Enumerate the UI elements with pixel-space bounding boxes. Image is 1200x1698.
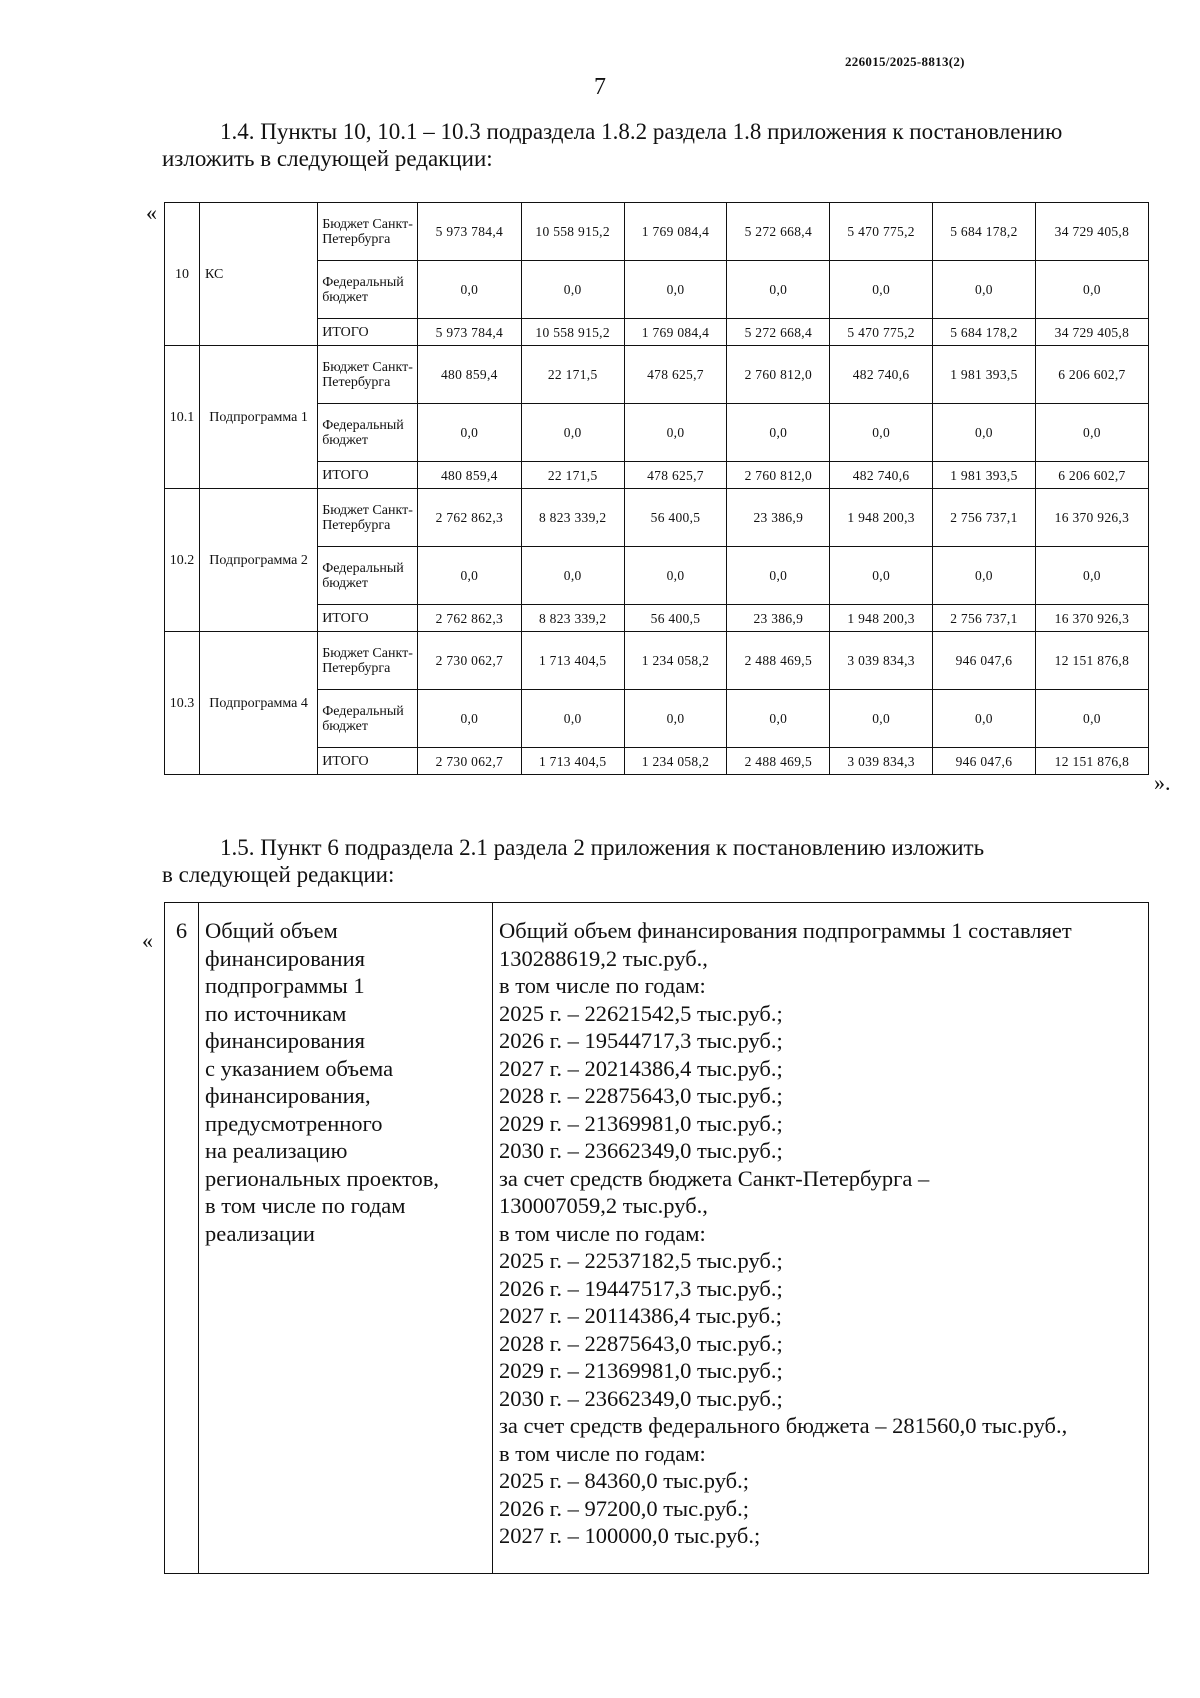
- value-cell: 10 558 915,2: [521, 203, 624, 261]
- label-line: реализации: [205, 1220, 315, 1246]
- value-cell: 2 760 812,0: [727, 462, 830, 489]
- funding-source: Бюджет Санкт-Петербурга: [318, 346, 418, 404]
- content-line: 130007059,2 тыс.руб.,: [499, 1193, 708, 1218]
- value-cell: 0,0: [933, 547, 1036, 605]
- value-cell: 0,0: [521, 404, 624, 462]
- value-cell: 10 558 915,2: [521, 319, 624, 346]
- label-line: с указанием объема: [205, 1055, 394, 1081]
- value-cell: 0,0: [417, 547, 521, 605]
- item-content: [493, 903, 1149, 1574]
- value-cell: 2 756 737,1: [933, 489, 1036, 547]
- content-line: 2029 г. – 21369981,0 тыс.руб.;: [499, 1110, 783, 1136]
- content-line: 2028 г. – 22875643,0 тыс.руб.;: [499, 1330, 783, 1356]
- value-cell: 0,0: [417, 261, 521, 319]
- content-line: 2026 г. – 19544717,3 тыс.руб.;: [499, 1028, 783, 1053]
- value-cell: 1 234 058,2: [624, 632, 727, 690]
- value-cell: 0,0: [830, 690, 933, 748]
- value-cell: 12 151 876,8: [1035, 632, 1148, 690]
- value-cell: 0,0: [417, 404, 521, 462]
- value-cell: 0,0: [830, 547, 933, 605]
- value-cell: 0,0: [1035, 547, 1148, 605]
- value-cell: 1 981 393,5: [933, 462, 1036, 489]
- value-cell: 0,0: [1035, 404, 1148, 462]
- funding-source: Бюджет Санкт-Петербурга: [318, 632, 418, 690]
- document-number: 226015/2025-8813(2): [845, 54, 965, 69]
- close-quote-1: ».: [1154, 770, 1171, 795]
- content-line: в том числе по годам:: [499, 1220, 706, 1246]
- value-cell: 0,0: [727, 261, 830, 319]
- content-line: 2025 г. – 22537182,5 тыс.руб.;: [499, 1248, 783, 1273]
- content-line: в том числе по годам:: [499, 973, 706, 998]
- label-line: региональных проектов,: [205, 1165, 439, 1191]
- financing-table: [164, 202, 1149, 775]
- value-cell: 5 973 784,4: [417, 319, 521, 346]
- value-cell: 482 740,6: [830, 346, 933, 404]
- funding-source: Федеральный бюджет: [318, 547, 418, 605]
- value-cell: 22 171,5: [521, 462, 624, 489]
- value-cell: 0,0: [727, 690, 830, 748]
- value-cell: 0,0: [1035, 261, 1148, 319]
- content-line: 2025 г. – 22621542,5 тыс.руб.;: [499, 1000, 783, 1026]
- value-cell: 23 386,9: [727, 605, 830, 632]
- table-row: [165, 346, 1149, 404]
- value-cell: 56 400,5: [624, 605, 727, 632]
- label-line: Общий объем: [205, 918, 338, 943]
- paragraph-1-4-line-2: изложить в следующей редакции:: [162, 146, 493, 171]
- value-cell: 1 234 058,2: [624, 748, 727, 775]
- value-cell: 6 206 602,7: [1035, 462, 1148, 489]
- open-quote-1: «: [146, 200, 157, 225]
- label-line: предусмотренного: [205, 1110, 383, 1136]
- funding-source: Бюджет Санкт-Петербурга: [318, 489, 418, 547]
- value-cell: 482 740,6: [830, 462, 933, 489]
- value-cell: 946 047,6: [933, 748, 1036, 775]
- value-cell: 5 973 784,4: [417, 203, 521, 261]
- value-cell: 5 470 775,2: [830, 203, 933, 261]
- content-line: 2027 г. – 20114386,4 тыс.руб.;: [499, 1303, 782, 1328]
- value-cell: 2 488 469,5: [727, 748, 830, 775]
- value-cell: 8 823 339,2: [521, 489, 624, 547]
- table-row: [165, 203, 1149, 261]
- value-cell: 8 823 339,2: [521, 605, 624, 632]
- item-label: [199, 903, 493, 1574]
- value-cell: 0,0: [830, 261, 933, 319]
- content-line: 2026 г. – 19447517,3 тыс.руб.;: [499, 1275, 783, 1301]
- funding-source: Федеральный бюджет: [318, 261, 418, 319]
- item-code: 10.1: [165, 346, 200, 489]
- value-cell: 0,0: [624, 690, 727, 748]
- content-line: 2027 г. – 100000,0 тыс.руб.;: [499, 1523, 761, 1548]
- funding-source: ИТОГО: [318, 462, 418, 489]
- funding-source: ИТОГО: [318, 748, 418, 775]
- content-line: за счет средств федерального бюджета – 281560,0 тыс.руб.,: [499, 1413, 1068, 1438]
- item-name: Подпрограмма 1: [199, 346, 317, 489]
- value-cell: 0,0: [624, 404, 727, 462]
- value-cell: 0,0: [933, 404, 1036, 462]
- label-line: в том числе по годам: [205, 1193, 406, 1218]
- value-cell: 5 272 668,4: [727, 203, 830, 261]
- value-cell: 1 713 404,5: [521, 748, 624, 775]
- value-cell: 480 859,4: [417, 462, 521, 489]
- label-line: финансирования: [205, 1028, 365, 1053]
- value-cell: 5 684 178,2: [933, 203, 1036, 261]
- paragraph-1-5-line-2: в следующей редакции:: [162, 862, 395, 887]
- value-cell: 480 859,4: [417, 346, 521, 404]
- subprogram-row: [165, 903, 1149, 1574]
- content-line: 2027 г. – 20214386,4 тыс.руб.;: [499, 1055, 783, 1081]
- value-cell: 0,0: [624, 261, 727, 319]
- label-line: финансирования: [205, 945, 365, 971]
- value-cell: 2 760 812,0: [727, 346, 830, 404]
- content-line: 2030 г. – 23662349,0 тыс.руб.;: [499, 1138, 783, 1163]
- paragraph-1-4: [162, 118, 1147, 172]
- value-cell: 1 981 393,5: [933, 346, 1036, 404]
- funding-source: ИТОГО: [318, 605, 418, 632]
- value-cell: 946 047,6: [933, 632, 1036, 690]
- value-cell: 2 488 469,5: [727, 632, 830, 690]
- page-number: 7: [594, 74, 606, 100]
- content-line: 2026 г. – 97200,0 тыс.руб.;: [499, 1495, 749, 1521]
- label-line: финансирования,: [205, 1083, 371, 1108]
- table-row: [165, 489, 1149, 547]
- content-line: 2028 г. – 22875643,0 тыс.руб.;: [499, 1083, 783, 1108]
- value-cell: 0,0: [521, 547, 624, 605]
- value-cell: 1 713 404,5: [521, 632, 624, 690]
- label-line: подпрограммы 1: [205, 973, 365, 998]
- value-cell: 56 400,5: [624, 489, 727, 547]
- value-cell: 6 206 602,7: [1035, 346, 1148, 404]
- value-cell: 478 625,7: [624, 462, 727, 489]
- value-cell: 1 769 084,4: [624, 319, 727, 346]
- value-cell: 3 039 834,3: [830, 632, 933, 690]
- value-cell: 16 370 926,3: [1035, 489, 1148, 547]
- item-name: Подпрограмма 2: [199, 489, 317, 632]
- paragraph-1-5: [162, 834, 1147, 888]
- value-cell: 16 370 926,3: [1035, 605, 1148, 632]
- funding-source: ИТОГО: [318, 319, 418, 346]
- value-cell: 5 272 668,4: [727, 319, 830, 346]
- value-cell: 5 684 178,2: [933, 319, 1036, 346]
- item-code: 10: [165, 203, 200, 346]
- value-cell: 0,0: [417, 690, 521, 748]
- content-line: в том числе по годам:: [499, 1440, 706, 1466]
- content-line: 2030 г. – 23662349,0 тыс.руб.;: [499, 1385, 783, 1411]
- content-line: 2029 г. – 21369981,0 тыс.руб.;: [499, 1358, 783, 1383]
- value-cell: 5 470 775,2: [830, 319, 933, 346]
- paragraph-1-4-line-1: 1.4. Пункты 10, 10.1 – 10.3 подраздела 1.8.2 раздела 1.8 приложения к постановлению: [220, 119, 1063, 144]
- value-cell: 2 762 862,3: [417, 489, 521, 547]
- value-cell: 0,0: [933, 690, 1036, 748]
- value-cell: 2 730 062,7: [417, 632, 521, 690]
- value-cell: 12 151 876,8: [1035, 748, 1148, 775]
- content-line: 130288619,2 тыс.руб.,: [499, 945, 708, 971]
- content-line: 2025 г. – 84360,0 тыс.руб.;: [499, 1468, 749, 1493]
- value-cell: 2 762 862,3: [417, 605, 521, 632]
- item-name: КС: [199, 203, 317, 346]
- label-line: по источникам: [205, 1000, 347, 1026]
- value-cell: 1 948 200,3: [830, 489, 933, 547]
- paragraph-1-5-line-1: 1.5. Пункт 6 подраздела 2.1 раздела 2 приложения к постановлению изложить: [220, 835, 985, 860]
- value-cell: 0,0: [1035, 690, 1148, 748]
- value-cell: 0,0: [933, 261, 1036, 319]
- value-cell: 34 729 405,8: [1035, 319, 1148, 346]
- value-cell: 0,0: [830, 404, 933, 462]
- value-cell: 0,0: [727, 404, 830, 462]
- value-cell: 34 729 405,8: [1035, 203, 1148, 261]
- item-name: Подпрограмма 4: [199, 632, 317, 775]
- value-cell: 478 625,7: [624, 346, 727, 404]
- value-cell: 0,0: [521, 690, 624, 748]
- value-cell: 22 171,5: [521, 346, 624, 404]
- funding-source: Бюджет Санкт-Петербурга: [318, 203, 418, 261]
- label-line: на реализацию: [205, 1138, 348, 1163]
- value-cell: 1 948 200,3: [830, 605, 933, 632]
- subprogram-table: [164, 902, 1149, 1574]
- value-cell: 2 730 062,7: [417, 748, 521, 775]
- item-code: 10.2: [165, 489, 200, 632]
- value-cell: 2 756 737,1: [933, 605, 1036, 632]
- funding-source: Федеральный бюджет: [318, 690, 418, 748]
- funding-source: Федеральный бюджет: [318, 404, 418, 462]
- item-number: 6: [165, 903, 199, 1574]
- value-cell: 3 039 834,3: [830, 748, 933, 775]
- value-cell: 23 386,9: [727, 489, 830, 547]
- value-cell: 0,0: [727, 547, 830, 605]
- item-code: 10.3: [165, 632, 200, 775]
- value-cell: 0,0: [521, 261, 624, 319]
- open-quote-2: «: [142, 928, 153, 953]
- content-line: за счет средств бюджета Санкт-Петербурга –: [499, 1165, 930, 1191]
- value-cell: 1 769 084,4: [624, 203, 727, 261]
- table-row: [165, 632, 1149, 690]
- value-cell: 0,0: [624, 547, 727, 605]
- content-line: Общий объем финансирования подпрограммы 1 составляет: [499, 918, 1072, 943]
